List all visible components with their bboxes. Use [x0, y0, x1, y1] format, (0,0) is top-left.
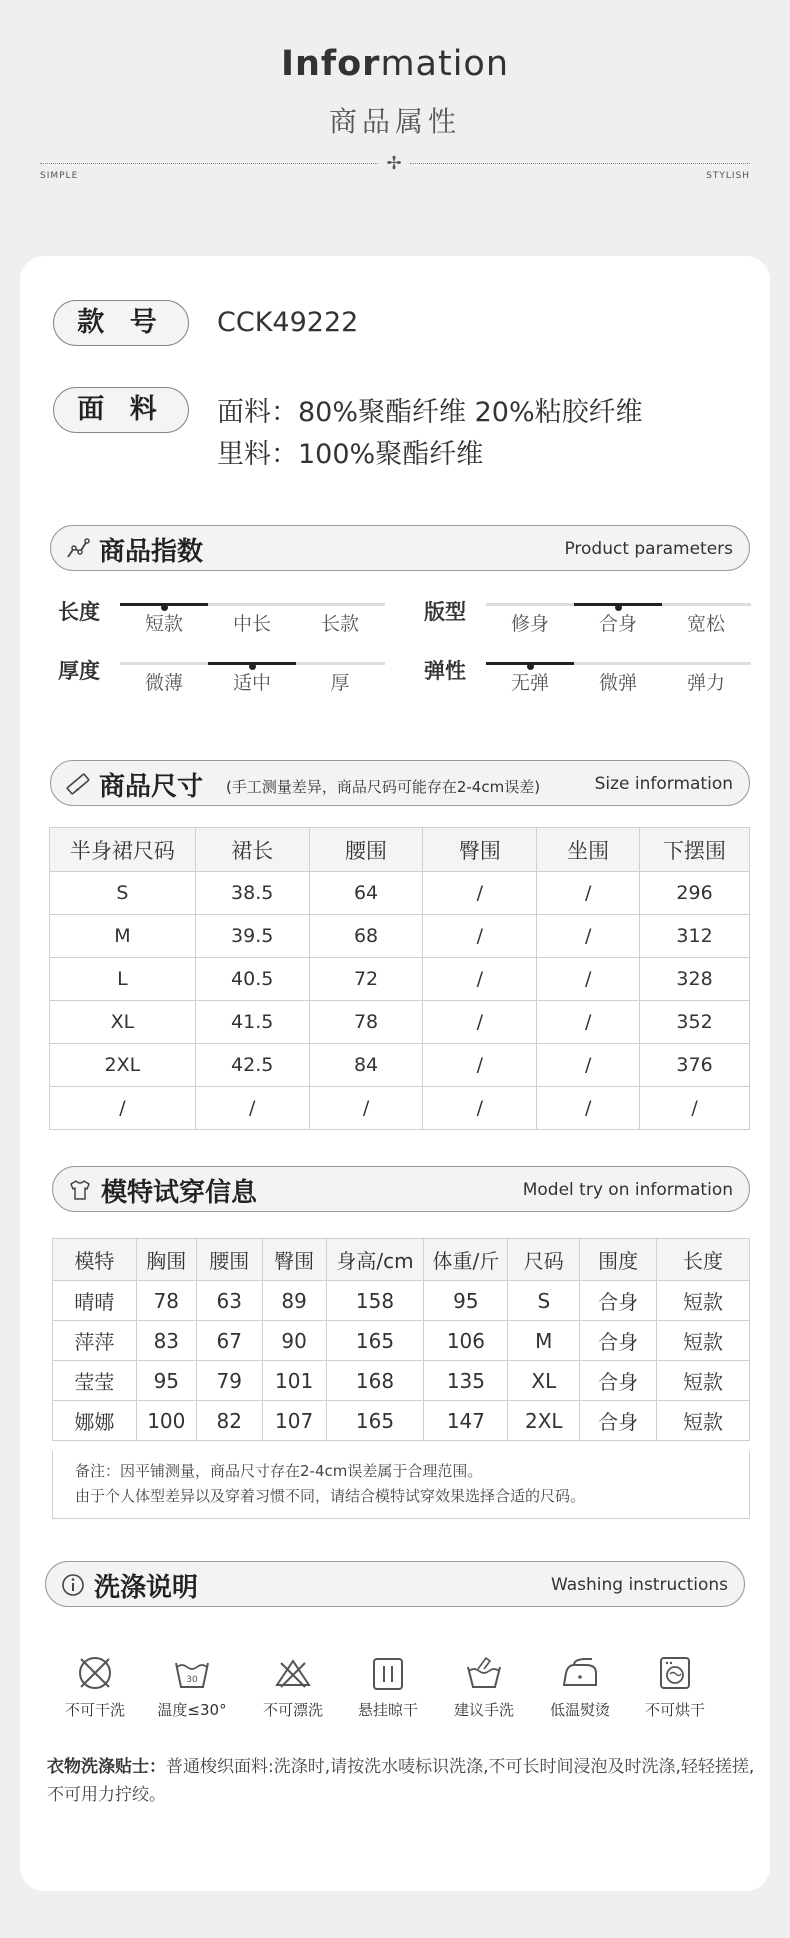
size-table-cell: 376: [640, 1044, 750, 1087]
model-table-cell: 168: [326, 1361, 424, 1401]
size-table-row: [50, 915, 750, 958]
wash-tip: [47, 1753, 757, 1809]
header-subtitle: 商品属性: [328, 105, 461, 138]
model-table-cell: 2XL: [508, 1401, 580, 1441]
model-table-row: [53, 1361, 750, 1401]
size-table-cell: M: [50, 915, 196, 958]
size-section-note: (手工测量差异，商品尺码可能存在2-4cm误差): [226, 778, 541, 796]
model-table-cell: 67: [196, 1321, 262, 1361]
model-table-row: [53, 1281, 750, 1321]
size-table-cell: 39.5: [195, 915, 309, 958]
model-note: [52, 1451, 750, 1519]
model-table-header-cell: 腰围: [196, 1239, 262, 1281]
size-table-cell: S: [50, 872, 196, 915]
size-table-cell: /: [537, 958, 640, 1001]
model-table-cell: 晴晴: [53, 1281, 137, 1321]
size-table-cell: 352: [640, 1001, 750, 1044]
model-table-header-cell: 模特: [53, 1239, 137, 1281]
model-table-cell: 合身: [580, 1401, 657, 1441]
param-option: 适中: [232, 672, 271, 694]
index-section-bar: [50, 525, 750, 571]
model-table-cell: 娜娜: [53, 1401, 137, 1441]
model-table-cell: 82: [196, 1401, 262, 1441]
wash-item-no-dry-clean: 不可干洗: [50, 1653, 140, 1720]
param-option: 无弹: [510, 672, 549, 694]
wash-30-icon: [172, 1653, 212, 1693]
size-table-cell: 38.5: [195, 872, 309, 915]
no-bleach-icon: [273, 1653, 313, 1693]
size-table-row: [50, 872, 750, 915]
param-option: 微薄: [144, 672, 183, 694]
model-table-header-cell: 身高/cm: [326, 1239, 424, 1281]
fabric-line-outer: 面料：80%聚酯纤维 20%粘胶纤维: [217, 397, 643, 428]
size-table-cell: 78: [309, 1001, 423, 1044]
svg-text:30: 30: [186, 1675, 198, 1685]
model-table-cell: 90: [262, 1321, 326, 1361]
model-table-cell: 短款: [657, 1361, 750, 1401]
param-option: 修身: [510, 613, 549, 635]
size-table: [49, 827, 750, 1130]
param-name: 弹性: [424, 659, 466, 683]
size-table-cell: /: [640, 1087, 750, 1130]
size-table-cell: /: [423, 915, 537, 958]
index-section-title: 商品指数: [99, 537, 204, 567]
model-table-header-cell: 尺码: [508, 1239, 580, 1281]
size-table-cell: 64: [309, 872, 423, 915]
model-note-line1: 备注：因平铺测量，商品尺寸存在2-4cm误差属于合理范围。: [75, 1462, 483, 1480]
model-note-line2: 由于个人体型差异以及穿着习惯不同，请结合模特试穿效果选择合适的尺码。: [75, 1487, 586, 1505]
size-table-cell: 40.5: [195, 958, 309, 1001]
model-table-cell: 莹莹: [53, 1361, 137, 1401]
ruler-icon: [66, 772, 90, 796]
size-table-row: [50, 1044, 750, 1087]
param-option: 微弹: [598, 672, 637, 694]
model-table: [52, 1238, 750, 1441]
model-table-header-cell: 臀围: [262, 1239, 326, 1281]
model-table-cell: 95: [424, 1281, 508, 1321]
size-table-cell: /: [423, 1001, 537, 1044]
param-name: 版型: [424, 600, 466, 624]
size-table-row: [50, 1087, 750, 1130]
model-table-cell: 101: [262, 1361, 326, 1401]
model-table-cell: 147: [424, 1401, 508, 1441]
fabric-label: 面 料: [53, 387, 189, 433]
size-table-cell: 84: [309, 1044, 423, 1087]
header-divider-right: [410, 163, 750, 164]
model-table-cell: 165: [326, 1401, 424, 1441]
model-table-header-cell: 体重/斤: [424, 1239, 508, 1281]
size-table-cell: /: [537, 1087, 640, 1130]
size-table-cell: 68: [309, 915, 423, 958]
header-tag-right: STYLISH: [706, 171, 750, 181]
model-table-header-cell: 围度: [580, 1239, 657, 1281]
wash-item-low-iron: 低温熨烫: [535, 1653, 625, 1720]
model-table-cell: XL: [508, 1361, 580, 1401]
size-table-cell: /: [537, 1044, 640, 1087]
size-table-row: [50, 1001, 750, 1044]
size-table-cell: /: [423, 1087, 537, 1130]
wash-item-no-bleach: 不可漂洗: [248, 1653, 338, 1720]
size-section-title: 商品尺寸: [99, 772, 204, 802]
cross-ornament-icon: ✢: [386, 153, 402, 174]
style-no-value: CCK49222: [217, 307, 359, 338]
param-option: 宽松: [686, 613, 725, 635]
low-iron-icon: [560, 1653, 600, 1693]
model-table-cell: 106: [424, 1321, 508, 1361]
param-option: 短款: [144, 613, 183, 635]
size-table-header-cell: 裙长: [195, 828, 309, 872]
info-icon: [61, 1573, 85, 1597]
size-table-cell: /: [309, 1087, 423, 1130]
param-option: 长款: [320, 613, 359, 635]
size-table-cell: 296: [640, 872, 750, 915]
size-table-header-cell: 下摆围: [640, 828, 750, 872]
model-table-cell: 63: [196, 1281, 262, 1321]
no-tumble-dry-icon: [655, 1653, 695, 1693]
header-title: Information: [280, 44, 510, 84]
model-table-cell: 萍萍: [53, 1321, 137, 1361]
hand-wash-icon: [464, 1653, 504, 1693]
size-table-cell: /: [537, 1001, 640, 1044]
model-table-cell: 合身: [580, 1321, 657, 1361]
size-table-header-cell: 半身裙尺码: [50, 828, 196, 872]
param-option: 厚: [330, 672, 350, 694]
size-table-header-cell: 腰围: [309, 828, 423, 872]
size-table-cell: 312: [640, 915, 750, 958]
size-table-cell: /: [423, 1044, 537, 1087]
size-table-cell: 2XL: [50, 1044, 196, 1087]
model-table-cell: 100: [136, 1401, 196, 1441]
no-dry-clean-icon: [75, 1653, 115, 1693]
size-table-header-cell: 坐围: [537, 828, 640, 872]
model-section-en: Model try on information: [522, 1180, 733, 1200]
size-table-cell: L: [50, 958, 196, 1001]
model-table-cell: 合身: [580, 1281, 657, 1321]
wash-section-en: Washing instructions: [550, 1575, 728, 1595]
model-table-cell: 短款: [657, 1401, 750, 1441]
wash-item-hand-wash: 建议手洗: [439, 1653, 529, 1720]
shirt-icon: [68, 1178, 92, 1202]
size-table-cell: /: [423, 872, 537, 915]
size-table-cell: 328: [640, 958, 750, 1001]
model-section-title: 模特试穿信息: [101, 1178, 258, 1208]
model-table-cell: 89: [262, 1281, 326, 1321]
model-section-bar: [52, 1166, 750, 1212]
size-table-cell: 41.5: [195, 1001, 309, 1044]
model-table-cell: 135: [424, 1361, 508, 1401]
index-section-en: Product parameters: [564, 539, 733, 559]
wash-item-30: 30 温度≤30°: [147, 1653, 237, 1720]
fabric-line-lining: 里料：100%聚酯纤维: [217, 439, 484, 470]
model-table-cell: 83: [136, 1321, 196, 1361]
model-table-cell: 107: [262, 1401, 326, 1441]
size-table-row: [50, 958, 750, 1001]
size-table-cell: /: [195, 1087, 309, 1130]
wash-tip-label: 衣物洗涤贴士：: [47, 1757, 166, 1777]
model-table-cell: S: [508, 1281, 580, 1321]
wash-section-title: 洗涤说明: [94, 1573, 199, 1603]
model-table-row: [53, 1401, 750, 1441]
size-table-cell: /: [423, 958, 537, 1001]
param-name: 厚度: [58, 659, 100, 683]
size-table-cell: XL: [50, 1001, 196, 1044]
wash-item-no-tumble-dry: 不可烘干: [630, 1653, 720, 1720]
model-table-cell: 78: [136, 1281, 196, 1321]
hang-dry-icon: [368, 1653, 408, 1693]
model-table-cell: 165: [326, 1321, 424, 1361]
wash-section-bar: [45, 1561, 745, 1607]
param-option: 弹力: [686, 672, 725, 694]
header-divider-left: [40, 163, 378, 164]
wash-tip-text: 普通梭织面料:洗涤时,请按洗水唛标识洗涤,不可长时间浸泡及时洗涤,轻轻搓搓,不可用力拧绞。: [47, 1757, 755, 1805]
param-option: 合身: [598, 613, 637, 635]
size-table-cell: 42.5: [195, 1044, 309, 1087]
size-section-en: Size information: [594, 774, 733, 794]
trend-line-icon: [66, 537, 90, 561]
size-table-cell: /: [537, 872, 640, 915]
size-table-header-cell: 臀围: [423, 828, 537, 872]
model-table-header-cell: 胸围: [136, 1239, 196, 1281]
model-table-row: [53, 1321, 750, 1361]
param-option: 中长: [232, 613, 271, 635]
model-table-cell: 79: [196, 1361, 262, 1401]
style-no-label: 款 号: [53, 300, 189, 346]
size-table-cell: /: [50, 1087, 196, 1130]
size-section-bar: [50, 760, 750, 806]
header-tag-left: SIMPLE: [40, 171, 79, 181]
model-table-cell: 合身: [580, 1361, 657, 1401]
wash-item-hang-dry: 悬挂晾干: [343, 1653, 433, 1720]
param-name: 长度: [58, 600, 100, 624]
model-table-cell: 短款: [657, 1321, 750, 1361]
model-table-cell: 158: [326, 1281, 424, 1321]
size-table-cell: /: [537, 915, 640, 958]
size-table-cell: 72: [309, 958, 423, 1001]
model-table-cell: 短款: [657, 1281, 750, 1321]
model-table-cell: 95: [136, 1361, 196, 1401]
model-table-header-cell: 长度: [657, 1239, 750, 1281]
model-table-cell: M: [508, 1321, 580, 1361]
